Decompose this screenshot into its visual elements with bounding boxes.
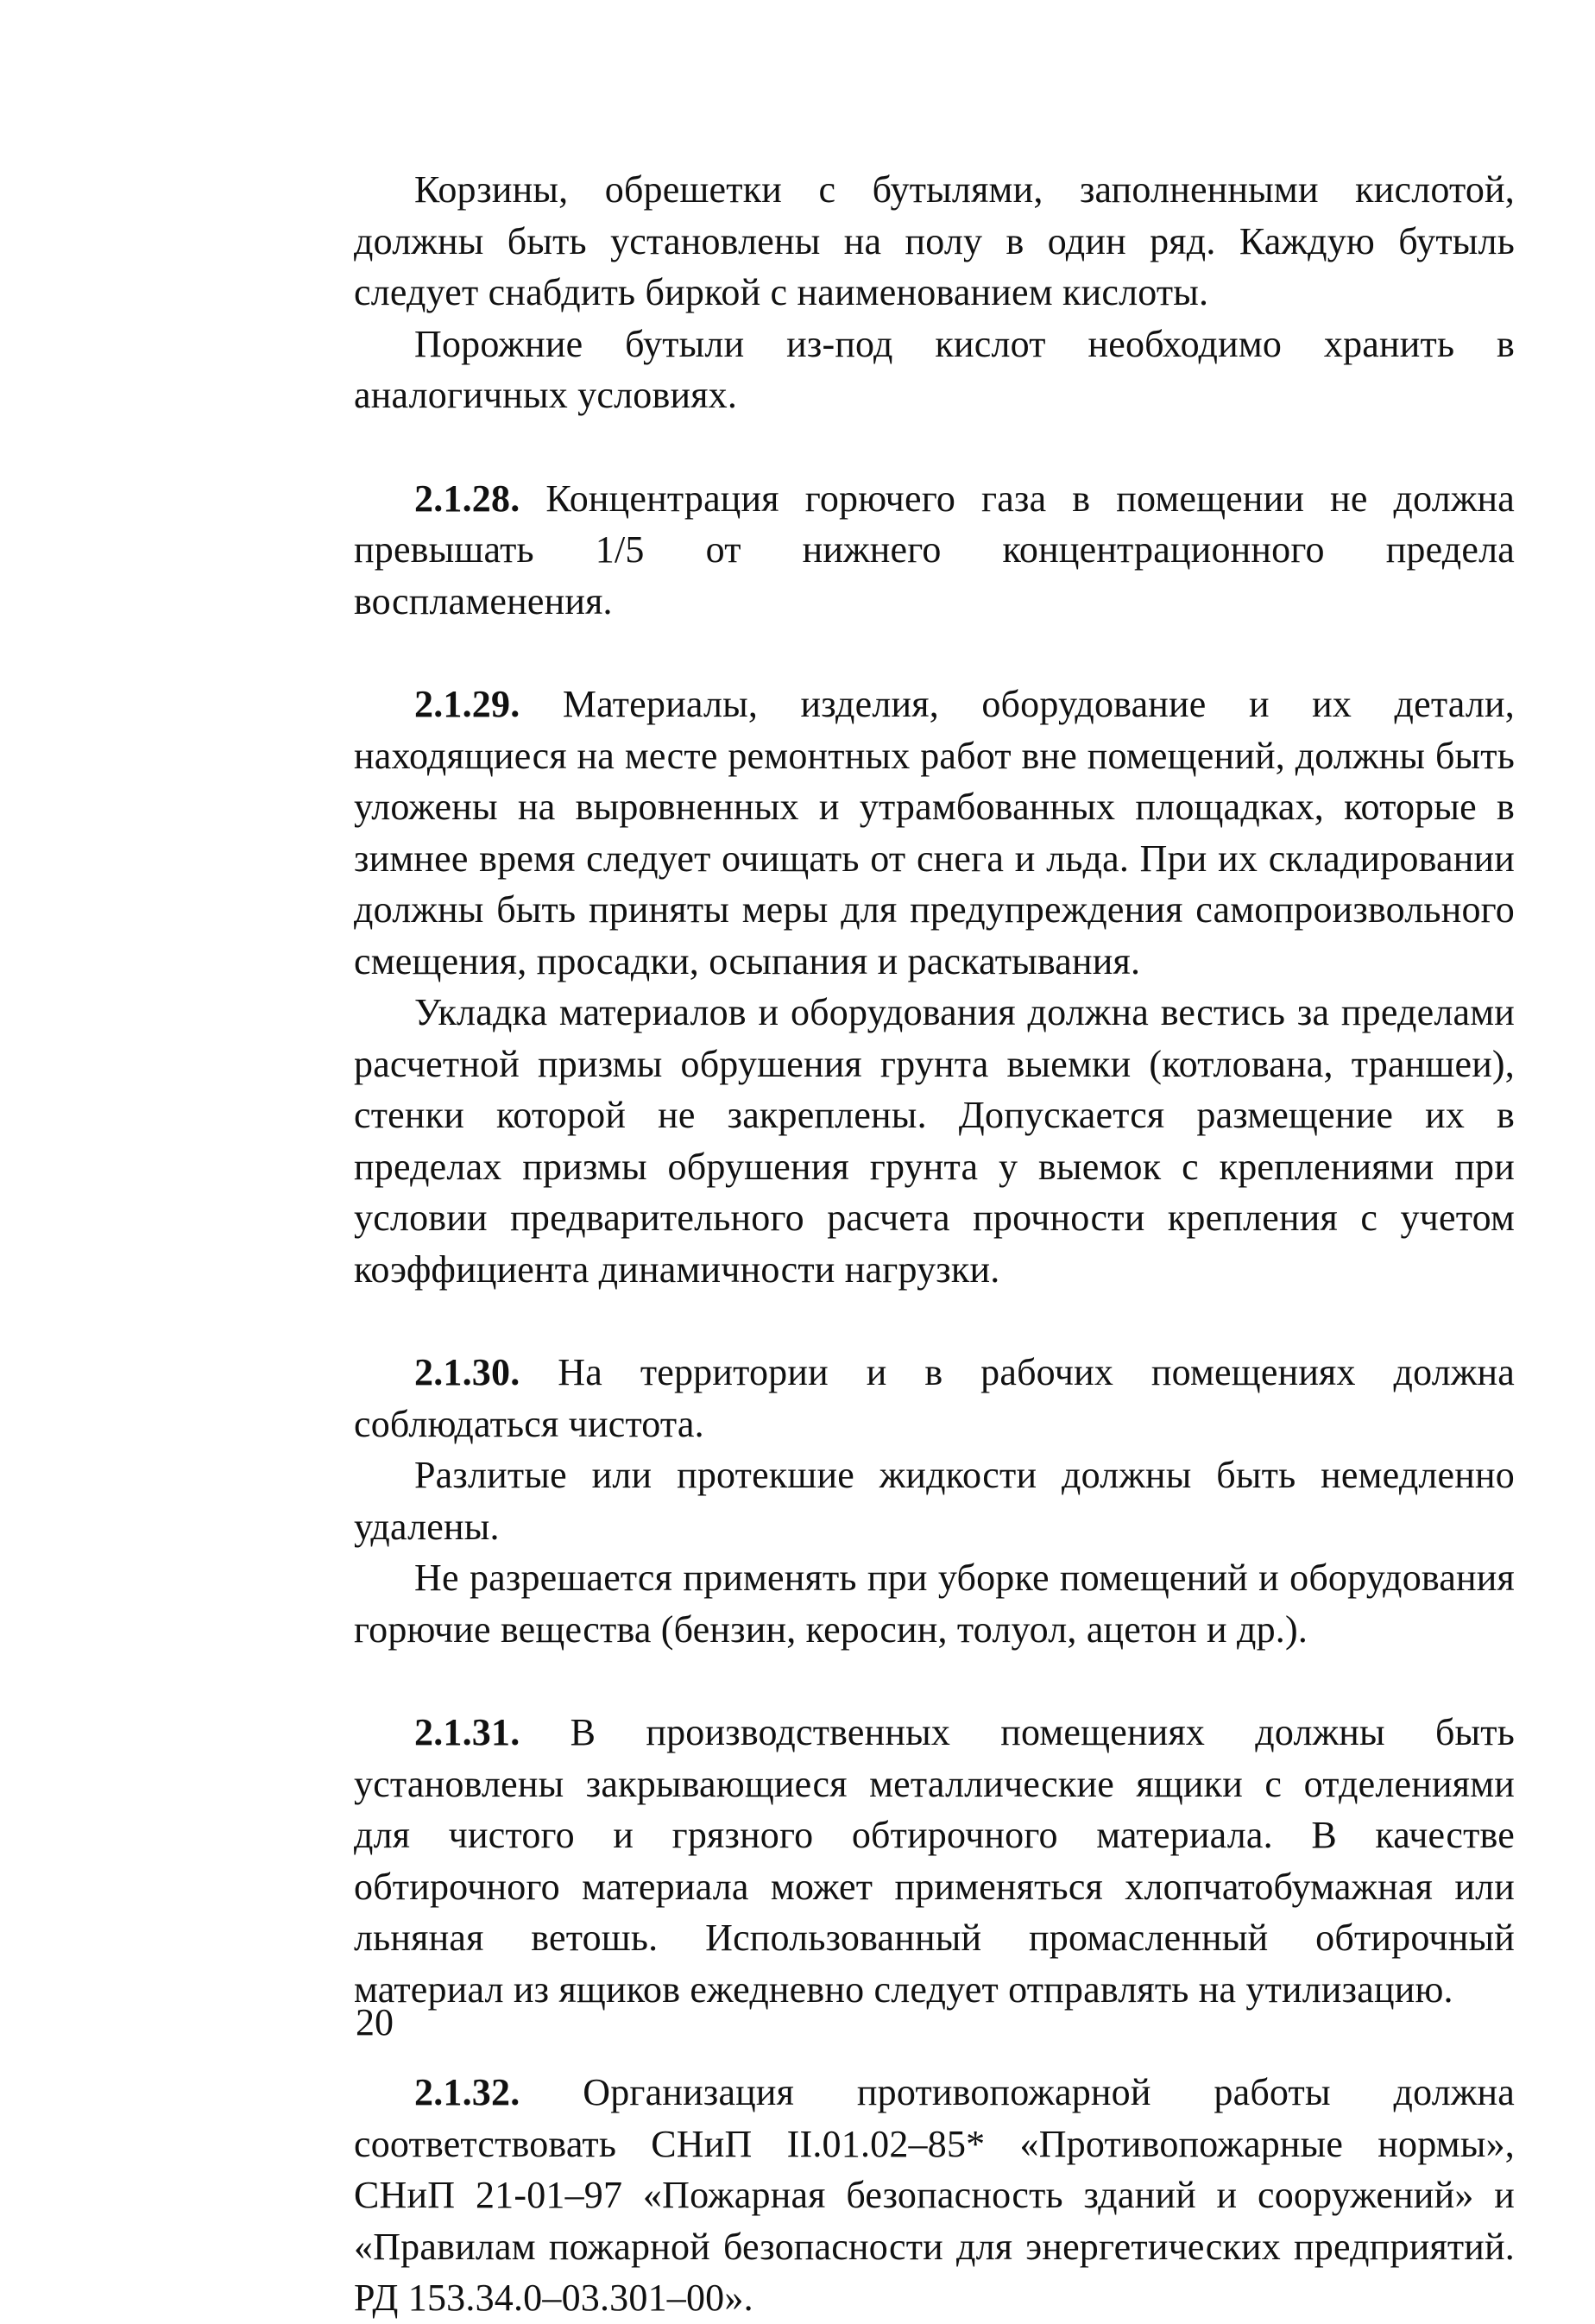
paragraph <box>354 164 1515 319</box>
paragraph <box>354 1449 1515 1552</box>
clause-number: 2.1.30. <box>414 1351 520 1393</box>
paragraph <box>354 2067 1515 2324</box>
paragraph-text: Разлитые или протекшие жидкости должны быть немедленно удалены. <box>354 1454 1515 1548</box>
section-2-1-28 <box>354 473 1515 628</box>
section-2-1-30 <box>354 1347 1515 1655</box>
paragraph-text: Укладка материалов и оборудования должна вестись за пределами расчетной призмы обрушения грунта выемки (котлована, траншеи), стенки которой не закреплены. Допускается размещение их в пределах призмы обрушения грунта у выемок с креплениями при условии предварительного расчета прочности крепления с учетом коэффициента динамичности нагрузки. <box>354 991 1515 1291</box>
section-continuation <box>354 164 1515 421</box>
section-2-1-32 <box>354 2067 1515 2324</box>
paragraph <box>354 1347 1515 1449</box>
paragraph-text: Материалы, изделия, оборудование и их детали, находящиеся на месте ремонтных работ вне помещений, должны быть уложены на выровненных и утрамбованных площадках, которые в зимнее время следует очищать от снега и льда. При их складировании должны быть приняты меры для предупреждения самопроизвольного смещения, просадки, осыпания и раскатывания. <box>354 683 1515 982</box>
paragraph-text: Порожние бутыли из-под кислот необходимо хранить в аналогичных условиях. <box>354 322 1515 416</box>
paragraph-text: Организация противопожарной работы должна соответствовать СНиП II.01.02–85* «Противопожарные нормы», СНиП 21-01–97 «Пожарная безопасность зданий и сооружений» и «Правилам пожарной безопасности для энергетических предприятий. РД 153.34.0–03.301–00». <box>354 2071 1515 2319</box>
paragraph <box>354 473 1515 628</box>
section-2-1-31 <box>354 1707 1515 2015</box>
page-body <box>354 164 1515 2324</box>
paragraph-text: Концентрация горючего газа в помещении не должна превышать 1/5 от нижнего концентрационного предела воспламенения. <box>354 477 1515 622</box>
clause-number: 2.1.31. <box>414 1711 520 1753</box>
paragraph <box>354 987 1515 1295</box>
paragraph <box>354 679 1515 987</box>
paragraph <box>354 1552 1515 1655</box>
paragraph-text: Корзины, обрешетки с бутылями, заполненными кислотой, должны быть установлены на полу в один ряд. Каждую бутыль следует снабдить биркой с наименованием кислоты. <box>354 168 1515 313</box>
clause-number: 2.1.32. <box>414 2071 520 2113</box>
clause-number: 2.1.29. <box>414 683 520 725</box>
paragraph <box>354 1707 1515 2015</box>
section-2-1-29 <box>354 679 1515 1295</box>
paragraph-text: На территории и в рабочих помещениях должна соблюдаться чистота. <box>354 1351 1515 1445</box>
paragraph-text: Не разрешается применять при уборке помещений и оборудования горючие вещества (бензин, керосин, толуол, ацетон и др.). <box>354 1557 1515 1651</box>
page-number: 20 <box>356 2001 394 2043</box>
paragraph <box>354 319 1515 421</box>
paragraph-text: В производственных помещениях должны быть установлены закрывающиеся металлические ящики с отделениями для чистого и грязного обтирочного материала. В качестве обтирочного материала может применяться хлопчатобумажная или льняная ветошь. Использованный промасленный обтирочный материал из ящиков ежедневно следует отправлять на утилизацию. <box>354 1711 1516 2011</box>
clause-number: 2.1.28. <box>414 477 520 520</box>
